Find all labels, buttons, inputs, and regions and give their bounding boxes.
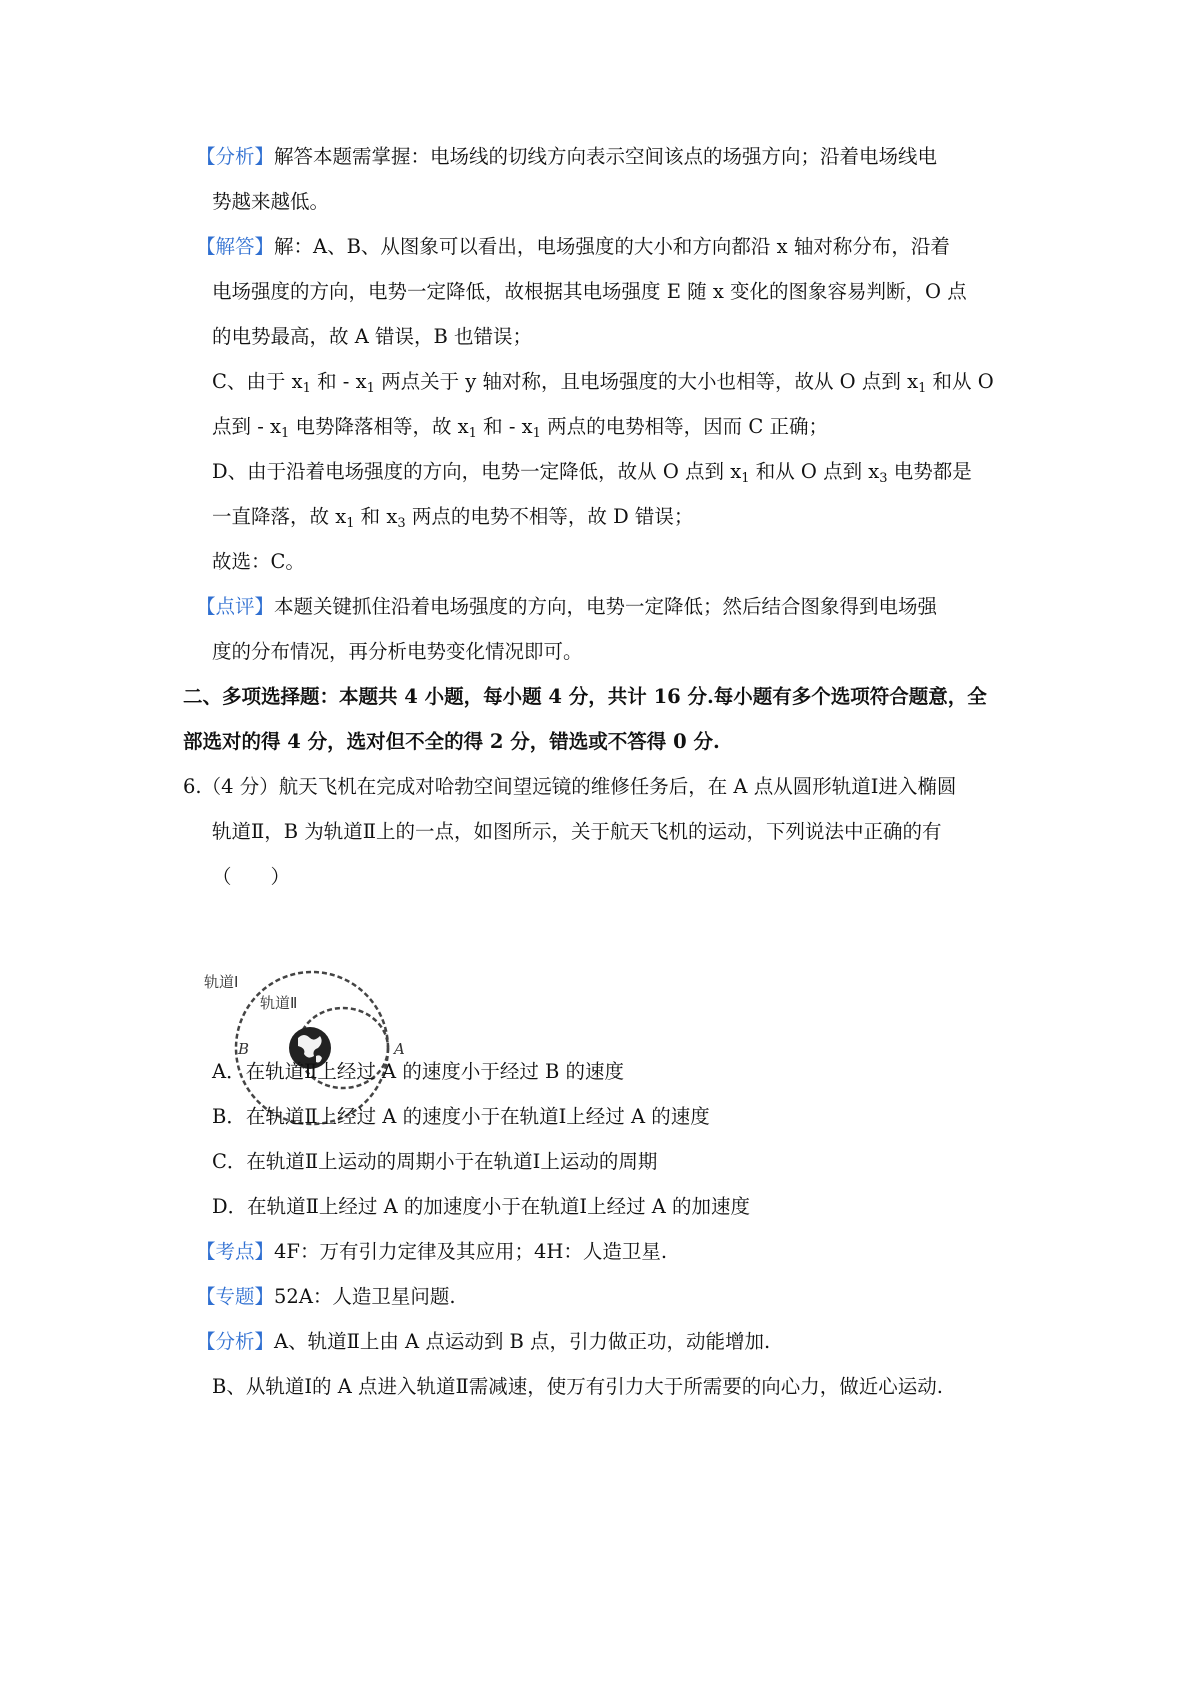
q5-answer-line-1: 【解答】解：A、B、从图象可以看出，电场强度的大小和方向都沿 x 轴对称分布，沿着 — [196, 235, 950, 258]
q6-analysis-line-1: 【分析】A、轨道Ⅱ上由 A 点运动到 B 点，引力做正功，动能增加. — [196, 1330, 771, 1353]
q6-option-c: C．在轨道Ⅱ上运动的周期小于在轨道Ⅰ上运动的周期 — [212, 1150, 658, 1173]
orbit-1-label: 轨道Ⅰ — [204, 973, 239, 991]
comment-tag: 【点评】 — [196, 595, 275, 618]
q5-c-line-1: C、由于 $x_1$ 和 - $x_1$ 两点关于 y 轴对称，且电场强度的大小也相等，故从 O 点到 $x_1$ 和从 O — [212, 370, 994, 396]
q6-stem-line-1: 6.（4 分）航天飞机在完成对哈勃空间望远镜的维修任务后，在 A 点从圆形轨道Ⅰ进入椭圆 — [183, 775, 957, 798]
q5-c-line-2: 点到 - $x_1$ 电势降落相等，故 $x_1$ 和 - $x_1$ 两点的电势相等，因而 C 正确； — [212, 415, 828, 441]
orbit-2-label: 轨道Ⅱ — [260, 994, 298, 1012]
q5-answer-line-3: 的电势最高，故 A 错误，B 也错误； — [212, 325, 533, 348]
q6-analysis-line-2: B、从轨道Ⅰ的 A 点进入轨道Ⅱ需减速，使万有引力大于所需要的向心力，做近心运动. — [212, 1375, 943, 1398]
analysis-tag: 【分析】 — [196, 145, 275, 168]
q5-d-line-1: D、由于沿着电场强度的方向，电势一定降低，故从 O 点到 $x_1$ 和从 O 点到 $x_3$ 电势都是 — [212, 460, 972, 486]
q5-comment-line-1: 【点评】本题关键抓住沿着电场强度的方向，电势一定降低；然后结合图象得到电场强 — [196, 595, 938, 618]
q6-option-b: B．在轨道Ⅱ上经过 A 的速度小于在轨道Ⅰ上经过 A 的速度 — [212, 1105, 710, 1128]
q6-stem-line-2: 轨道Ⅱ，B 为轨道Ⅱ上的一点，如图所示，关于航天飞机的运动，下列说法中正确的有 — [212, 820, 942, 843]
q5-answer-line-2: 电场强度的方向，电势一定降低，故根据其电场强度 E 随 x 变化的图象容易判断，O 点 — [212, 280, 967, 303]
q5-d-line-2: 一直降落，故 $x_1$ 和 $x_3$ 两点的电势不相等，故 D 错误； — [212, 505, 694, 531]
q6-option-a: A．在轨道Ⅱ上经过 A 的速度小于经过 B 的速度 — [212, 1060, 625, 1083]
q6-option-d: D．在轨道Ⅱ上经过 A 的加速度小于在轨道Ⅰ上经过 A 的加速度 — [212, 1195, 751, 1218]
q5-analysis-line-1: 【分析】解答本题需掌握：电场线的切线方向表示空间该点的场强方向；沿着电场线电 — [196, 145, 938, 168]
q5-analysis-line-2: 势越来越低。 — [212, 190, 330, 213]
point-a-label: A — [394, 1040, 405, 1058]
answer-tag: 【解答】 — [196, 235, 275, 258]
q5-choice: 故选：C。 — [212, 550, 305, 573]
section-heading-line-2: 部选对的得 4 分，选对但不全的得 2 分，错选或不答得 0 分. — [183, 730, 720, 753]
q6-stem-line-3: （ ） — [212, 865, 291, 888]
q6-analysis-tag: 【分析】 — [196, 1330, 275, 1353]
q5-comment-line-2: 度的分布情况，再分析电势变化情况即可。 — [212, 640, 583, 663]
section-heading-line-1: 二、多项选择题：本题共 4 小题，每小题 4 分，共计 16 分.每小题有多个选项符合题意，全 — [183, 685, 987, 708]
zhuanti-tag: 【专题】 — [196, 1285, 275, 1308]
q6-kaodian: 【考点】4F：万有引力定律及其应用；4H：人造卫星. — [196, 1240, 668, 1263]
q6-zhuanti: 【专题】52A：人造卫星问题. — [196, 1285, 456, 1308]
kaodian-tag: 【考点】 — [196, 1240, 275, 1263]
point-b-label: B — [238, 1040, 250, 1058]
